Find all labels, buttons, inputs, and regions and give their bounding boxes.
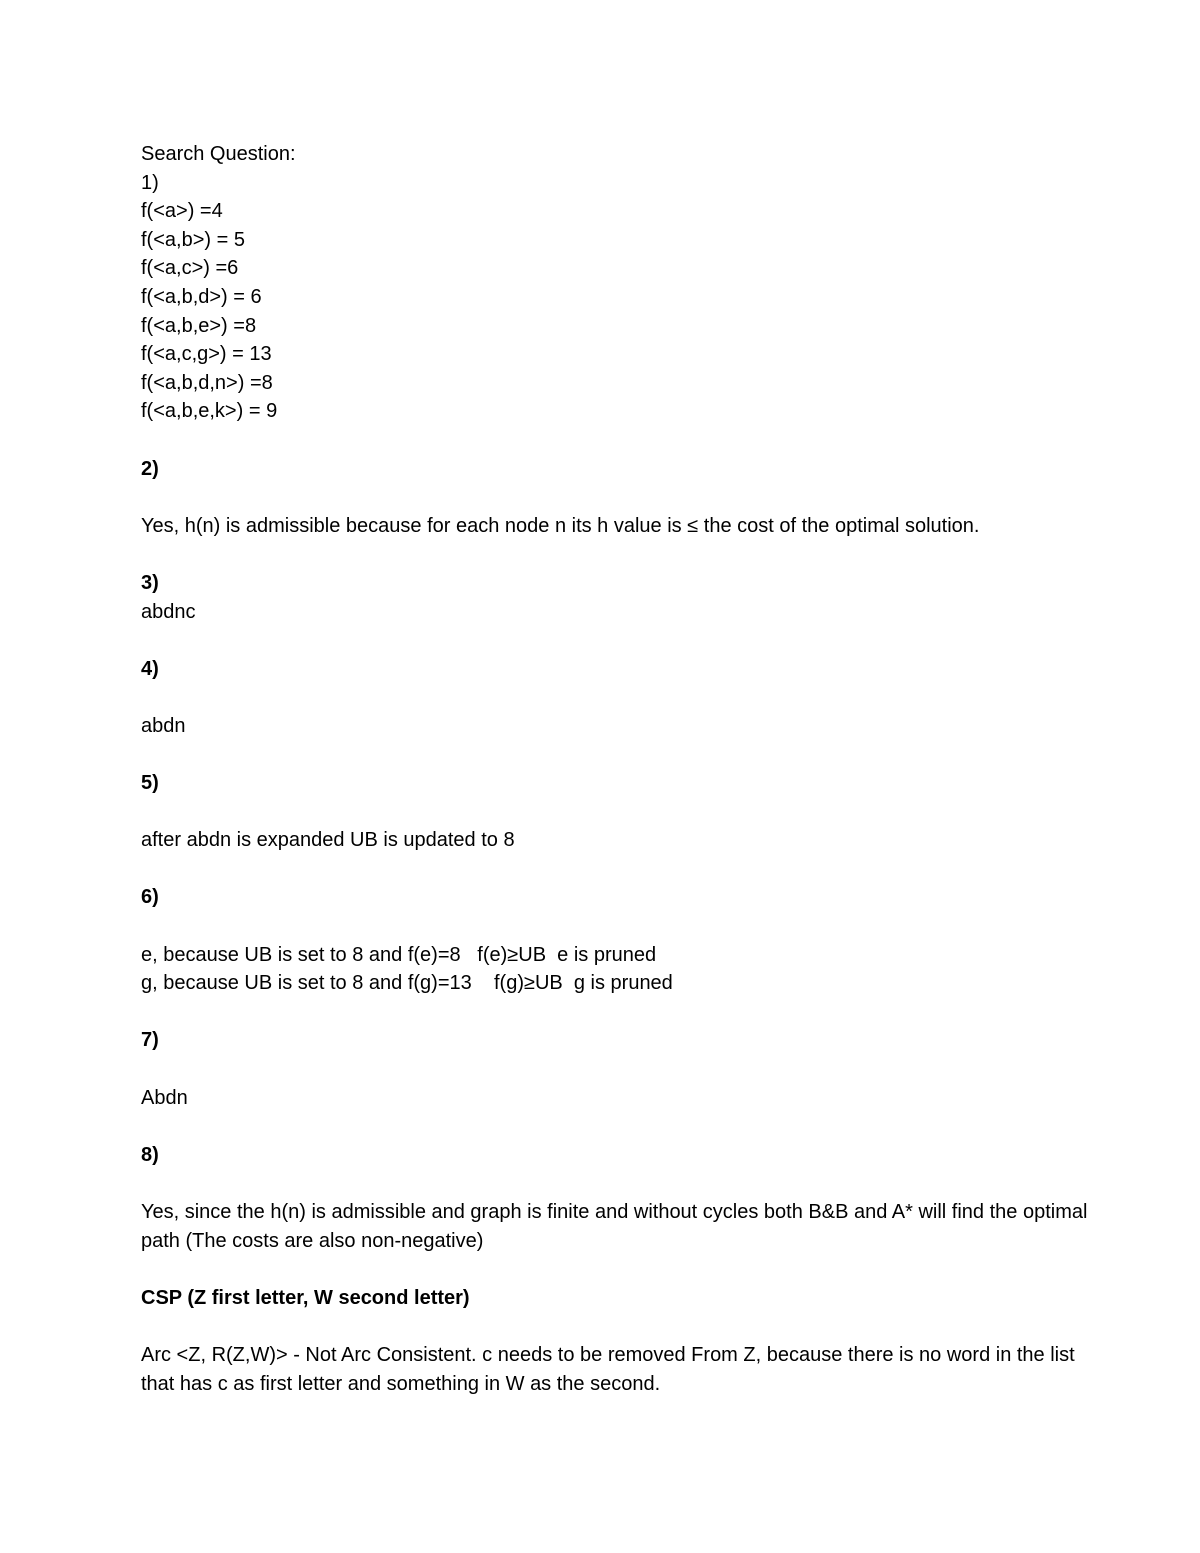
spacer: [141, 855, 1101, 884]
question-8-answer: Yes, since the h(n) is admissible and graph is finite and without cycles both B&B and A* will find the optimal path (The costs are also non-negative): [141, 1200, 1088, 1252]
spacer: [141, 798, 1101, 827]
csp-answer: Arc <Z, R(Z,W)> - Not Arc Consistent. c needs to be removed From Z, because there is no word in the list that has c as first letter and something in W as the second.: [141, 1343, 1075, 1395]
spacer: [141, 1255, 1101, 1284]
f-value-line: f(<a,b,e,k>) = 9: [141, 400, 278, 423]
question-6-label: 6): [141, 886, 159, 909]
spacer: [141, 1055, 1101, 1084]
f-value-line: f(<a,b>) = 5: [141, 228, 245, 251]
question-2-label: 2): [141, 457, 159, 480]
spacer: [141, 912, 1101, 941]
question-5-answer: after abdn is expanded UB is updated to 8: [141, 829, 515, 852]
f-value-line: f(<a>) =4: [141, 200, 223, 223]
spacer: [141, 426, 1101, 455]
question-8-label: 8): [141, 1143, 159, 1166]
spacer: [141, 998, 1101, 1027]
question-3-answer: abdnc: [141, 600, 196, 623]
csp-heading: CSP (Z first letter, W second letter): [141, 1286, 470, 1309]
spacer: [141, 740, 1101, 769]
f-value-line: f(<a,b,e>) =8: [141, 314, 257, 337]
document-page: [141, 140, 1101, 1398]
f-value-line: f(<a,b,d>) = 6: [141, 285, 262, 308]
question-6-answer-e: e, because UB is set to 8 and f(e)=8 f(e)≥UB e is pruned: [141, 943, 657, 966]
f-value-line: f(<a,b,d,n>) =8: [141, 371, 273, 394]
spacer: [141, 1312, 1101, 1341]
spacer: [141, 540, 1101, 569]
f-value-line: f(<a,c>) =6: [141, 257, 239, 280]
spacer: [141, 1169, 1101, 1198]
question-5-label: 5): [141, 772, 159, 795]
question-7-label: 7): [141, 1029, 159, 1052]
spacer: [141, 1112, 1101, 1141]
question-7-answer: Abdn: [141, 1086, 188, 1109]
spacer: [141, 483, 1101, 512]
f-value-line: f(<a,c,g>) = 13: [141, 343, 272, 366]
question-4-answer: abdn: [141, 714, 186, 737]
question-6-answer-g: g, because UB is set to 8 and f(g)=13 f(g)≥UB g is pruned: [141, 972, 673, 995]
spacer: [141, 626, 1101, 655]
spacer: [141, 683, 1101, 712]
question-1-label: 1): [141, 171, 159, 194]
search-question-title: Search Question:: [141, 143, 296, 165]
question-4-label: 4): [141, 657, 159, 680]
question-2-answer: Yes, h(n) is admissible because for each node n its h value is ≤ the cost of the optimal solution.: [141, 514, 980, 537]
question-3-label: 3): [141, 571, 159, 594]
